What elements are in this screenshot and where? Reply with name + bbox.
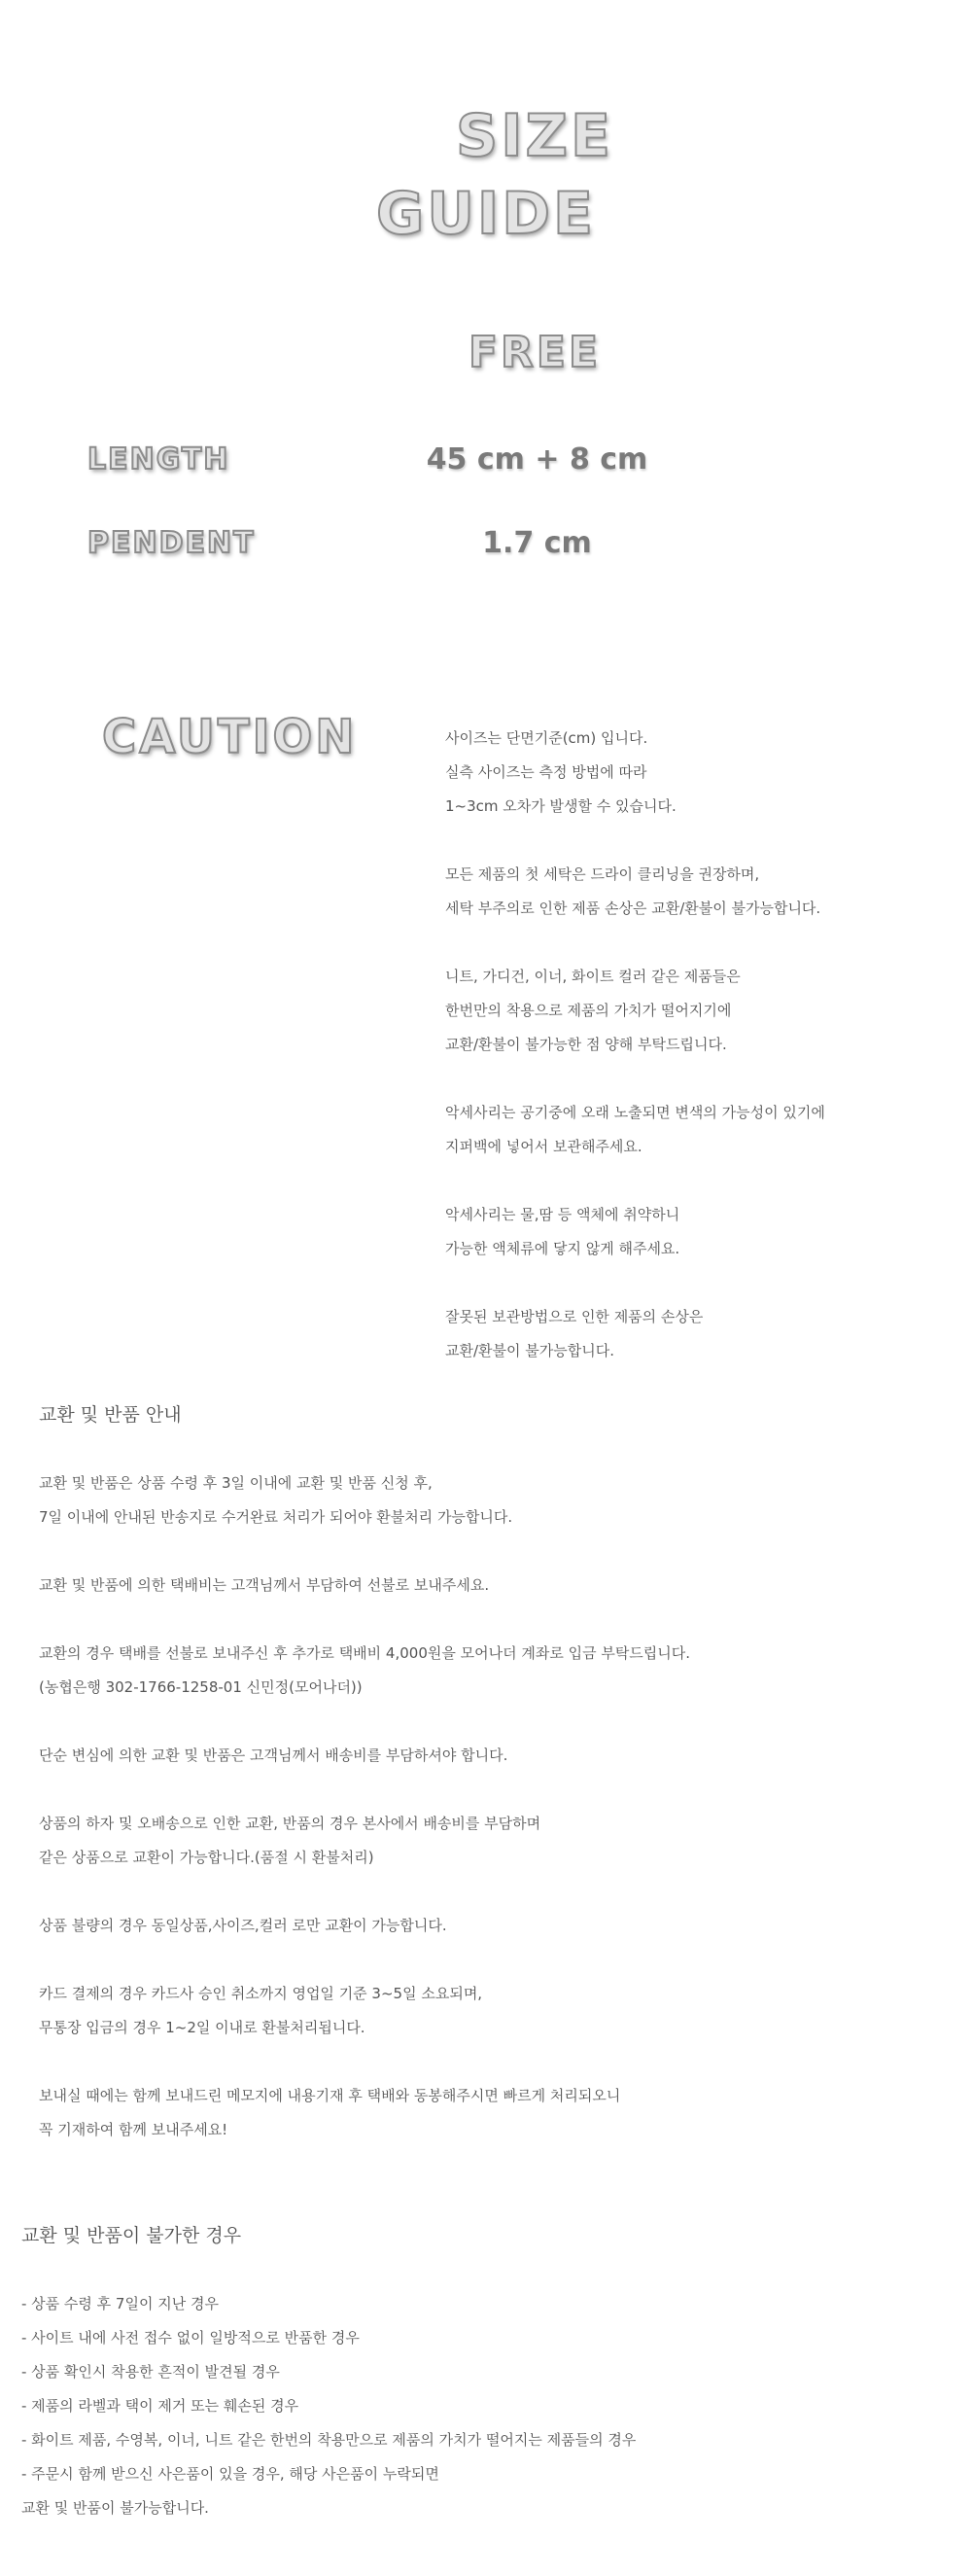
caution-text (445, 722, 951, 1368)
caution-line: 가능한 액체류에 닿지 않게 해주세요. (445, 1240, 680, 1257)
size-guide-title-line2: GUIDE (375, 180, 597, 248)
not-allowed-item: - 상품 확인시 착용한 흔적이 발견될 경우 (21, 2363, 280, 2381)
not-allowed-item: - 상품 수령 후 7일이 지난 경우 (21, 2295, 219, 2312)
not-allowed-item: - 화이트 제품, 수영복, 이너, 니트 같은 한번의 착용만으로 제품의 가치가 떨어지는 제품들의 경우 (21, 2431, 637, 2449)
pendent-value: 1.7 cm (482, 526, 592, 560)
exchange-line: 보내실 때에는 함께 보내드린 메모지에 내용기재 후 택배와 동봉해주시면 빠르게 처리되오니 (39, 2087, 621, 2104)
caution-line: 실측 사이즈는 측정 방법에 따라 (445, 763, 647, 781)
exchange-text (39, 1466, 953, 2147)
exchange-line: 상품의 하자 및 오배송으로 인한 교환, 반품의 경우 본사에서 배송비를 부담하며 (39, 1815, 541, 1832)
not-allowed-item: - 주문시 함께 받으신 사은품이 있을 경우, 해당 사은품이 누락되면 (21, 2465, 439, 2483)
caution-line: 세탁 부주의로 인한 제품 손상은 교환/환불이 불가능합니다. (445, 900, 821, 917)
caution-line: 1~3cm 오차가 발생할 수 있습니다. (445, 797, 677, 815)
caution-line: 지퍼백에 넣어서 보관해주세요. (445, 1138, 642, 1155)
exchange-line (39, 1773, 953, 1807)
caution-line (445, 926, 951, 960)
exchange-line: 카드 결제의 경우 카드사 승인 취소까지 영업일 기준 3~5일 소요되며, (39, 1985, 483, 2002)
caution-line: 교환/환불이 불가능한 점 양해 부탁드립니다. (445, 1036, 727, 1053)
not-allowed-item: - 제품의 라벨과 택이 제거 또는 훼손된 경우 (21, 2397, 299, 2415)
exchange-line: 무통장 입금의 경우 1~2일 이내로 환불처리됩니다. (39, 2019, 365, 2036)
exchange-line (39, 1705, 953, 1739)
exchange-line: 같은 상품으로 교환이 가능합니다.(품절 시 환불처리) (39, 1849, 374, 1866)
caution-line (445, 1062, 951, 1096)
size-label-free: FREE (468, 328, 602, 377)
exchange-line: (농협은행 302-1766-1258-01 신민정(모어나더)) (39, 1678, 363, 1696)
caution-title: CAUTION (102, 710, 358, 764)
not-allowed-item: 교환 및 반품이 불가능합니다. (21, 2499, 209, 2517)
caution-line (445, 1164, 951, 1198)
caution-line: 교환/환불이 불가능합니다. (445, 1342, 614, 1359)
exchange-line (39, 2045, 953, 2079)
caution-line: 모든 제품의 첫 세탁은 드라이 클리닝을 권장하며, (445, 865, 760, 883)
caution-line: 니트, 가디건, 이너, 화이트 컬러 같은 제품들은 (445, 968, 741, 985)
exchange-line: 단순 변심에 의한 교환 및 반품은 고객님께서 배송비를 부담하셔야 합니다. (39, 1747, 508, 1764)
caution-line (445, 824, 951, 858)
caution-line (445, 1266, 951, 1300)
caution-line: 악세사리는 공기중에 오래 노출되면 변색의 가능성이 있기에 (445, 1104, 825, 1121)
exchange-line: 꼭 기재하여 함께 보내주세요! (39, 2121, 228, 2138)
length-value: 45 cm + 8 cm (426, 442, 648, 476)
caution-line: 악세사리는 물,땀 등 액체에 취약하니 (445, 1206, 680, 1223)
caution-line: 잘못된 보관방법으로 인한 제품의 손상은 (445, 1308, 704, 1325)
exchange-section-title: 교환 및 반품 안내 (39, 1404, 182, 1426)
caution-line: 한번만의 착용으로 제품의 가치가 떨어지기에 (445, 1002, 732, 1019)
exchange-line (39, 1943, 953, 1977)
length-label: LENGTH (87, 442, 230, 476)
exchange-line (39, 1875, 953, 1909)
exchange-line: 7일 이내에 안내된 반송지로 수거완료 처리가 되어야 환불처리 가능합니다. (39, 1508, 513, 1526)
size-guide-title-line1: SIZE (455, 102, 614, 170)
pendent-label: PENDENT (87, 526, 256, 560)
exchange-line (39, 1603, 953, 1637)
exchange-line: 교환 및 반품에 의한 택배비는 고객님께서 부담하여 선불로 보내주세요. (39, 1576, 490, 1594)
not-allowed-list (21, 2287, 955, 2525)
exchange-line (39, 1535, 953, 1569)
not-allowed-item: - 사이트 내에 사전 접수 없이 일방적으로 반품한 경우 (21, 2329, 360, 2347)
exchange-line: 교환 및 반품은 상품 수령 후 3일 이내에 교환 및 반품 신청 후, (39, 1474, 433, 1492)
exchange-line: 상품 불량의 경우 동일상품,사이즈,컬러 로만 교환이 가능합니다. (39, 1917, 447, 1934)
exchange-line: 교환의 경우 택배를 선불로 보내주신 후 추가로 택배비 4,000원을 모어나더 계좌로 입금 부탁드립니다. (39, 1644, 691, 1662)
not-allowed-section-title: 교환 및 반품이 불가한 경우 (21, 2225, 242, 2246)
caution-line: 사이즈는 단면기준(cm) 입니다. (445, 729, 648, 747)
